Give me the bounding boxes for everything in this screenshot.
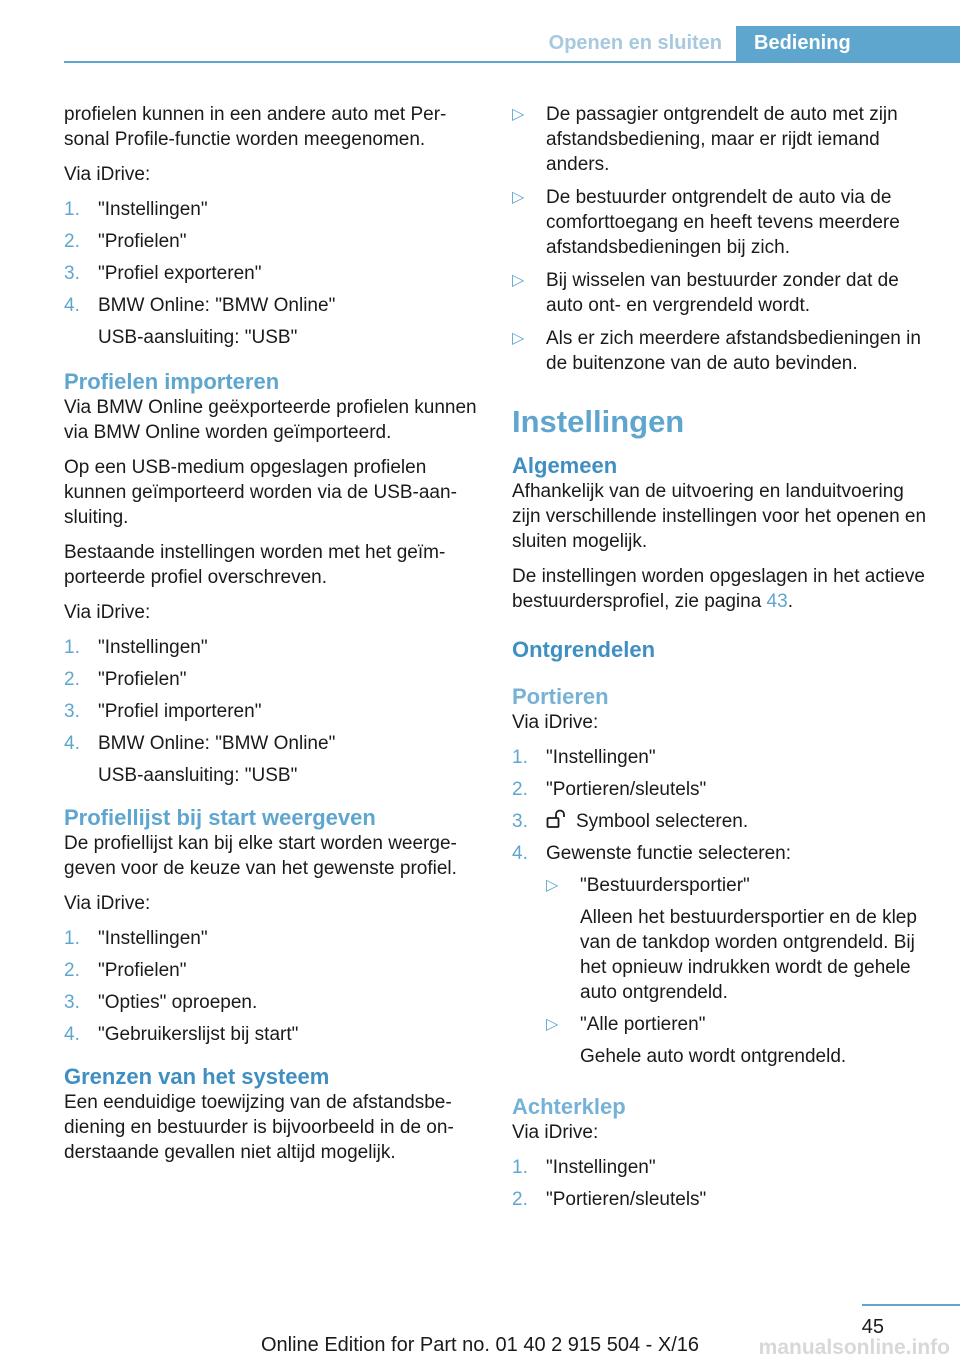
step-text: "Profielen" [98, 669, 187, 690]
footer-rule [862, 1304, 960, 1306]
step-text: Symbool selecteren. [576, 811, 749, 832]
option-detail: Alleen het bestuurdersportier en de klep van de tankdop worden ontgrendeld. Bij het opnieuw indrukken wordt de gehele auto ontgrendeld. [580, 907, 917, 1003]
triangle-bullet-icon: ▷ [546, 1016, 559, 1033]
list-item [546, 873, 927, 1005]
right-column [512, 102, 927, 1222]
step-text: BMW Online: "BMW Online" [98, 295, 336, 316]
heading-algemeen: Algemeen [512, 453, 618, 478]
step-number: 3. [64, 263, 80, 284]
page-header [0, 0, 960, 62]
heading-achterklep: Achterklep [512, 1094, 626, 1119]
import-steps-list [64, 635, 482, 788]
step-number: 2. [512, 779, 528, 800]
edition-footer: Online Edition for Part no. 01 40 2 915 504 - X/16 [260, 1334, 700, 1356]
list-item [512, 326, 927, 376]
achterklep-steps-list [512, 1155, 927, 1212]
triangle-bullet-icon: ▷ [512, 330, 525, 347]
step-number: 1. [512, 1157, 528, 1178]
step-number: 1. [64, 637, 80, 658]
list-item [512, 809, 927, 834]
bullet-text: De passagier ontgrendelt de auto met zijn afstandsbediening, maar er rijdt iemand anders. [546, 104, 898, 175]
list-item [512, 745, 927, 770]
step-text: Gewenste functie selecteren: [546, 843, 792, 864]
left-column [64, 102, 482, 1175]
limitations-list [512, 102, 927, 376]
triangle-bullet-icon: ▷ [512, 272, 525, 289]
list-item [64, 926, 482, 951]
algemeen-paragraph-1: Afhankelijk van de uitvoering en landuitvoering zijn verschillende instellingen voor het openen en sluiten mogelijk. [512, 481, 927, 552]
intro-paragraph: profielen kunnen in een andere auto met Personal Profile-functie worden meegenomen. [64, 104, 447, 150]
step-number: 4. [64, 295, 80, 316]
step-text: "Instellingen" [546, 1157, 656, 1178]
triangle-bullet-icon: ▷ [512, 106, 525, 123]
step-number: 2. [64, 960, 80, 981]
step-number: 3. [64, 701, 80, 722]
heading-profielen-importeren: Profielen importeren [64, 369, 280, 394]
step-number: 2. [64, 231, 80, 252]
step-text: "Instellingen" [546, 747, 656, 768]
step-number: 2. [512, 1189, 528, 1210]
list-item [64, 197, 482, 222]
list-item [512, 1187, 927, 1212]
step-text: "Portieren/sleutels" [546, 1189, 707, 1210]
list-item [64, 731, 482, 788]
list-item [512, 777, 927, 802]
import-paragraph-2: Op een USB-medium opgeslagen profielen kunnen geïmporteerd worden via de USB-aansluiting. [64, 457, 457, 528]
heading-portieren: Portieren [512, 684, 609, 709]
list-item [512, 102, 927, 177]
step-text: "Profielen" [98, 960, 187, 981]
page-number: 45 [861, 1316, 884, 1338]
list-item [64, 635, 482, 660]
via-idrive-label: Via iDrive: [512, 1122, 599, 1143]
bullet-text: De bestuurder ontgrendelt de auto via de comforttoegang en heeft tevens meerdere afstandsbedieningen bij zich. [546, 187, 900, 258]
step-number: 4. [512, 843, 528, 864]
via-idrive-label: Via iDrive: [64, 602, 151, 623]
step-number: 1. [512, 747, 528, 768]
via-idrive-label: Via iDrive: [64, 893, 151, 914]
step-number: 2. [64, 669, 80, 690]
algemeen-paragraph-2: De instellingen worden opgeslagen in het actieve bestuurdersprofiel, zie pagina 43. [512, 566, 925, 612]
header-rule [64, 61, 960, 63]
option-title: "Alle portieren" [580, 1014, 706, 1035]
step-text: "Gebruikerslijst bij start" [98, 1024, 299, 1045]
list-item [546, 1012, 927, 1069]
import-paragraph-3: Bestaande instellingen worden met het geïmporteerde profiel overschreven. [64, 542, 446, 588]
list-item [64, 293, 482, 350]
list-item [512, 1155, 927, 1180]
list-item [64, 990, 482, 1015]
heading-ontgrendelen: Ontgrendelen [512, 637, 656, 662]
profiellijst-steps-list [64, 926, 482, 1047]
import-paragraph-1: Via BMW Online geëxporteerde profielen kunnen via BMW Online worden geïmporteerd. [64, 397, 477, 443]
list-item [512, 185, 927, 260]
step-subtext: USB-aansluiting: "USB" [98, 327, 298, 348]
step-text: "Profiel exporteren" [98, 263, 262, 284]
step-number: 1. [64, 928, 80, 949]
step-text: "Instellingen" [98, 637, 208, 658]
function-options-list [546, 873, 927, 1069]
page-reference-link[interactable]: 43 [766, 591, 788, 612]
step-number: 3. [64, 992, 80, 1013]
portieren-steps-list [512, 745, 927, 1069]
section-tab: Openen en sluiten [548, 32, 722, 54]
triangle-bullet-icon: ▷ [512, 189, 525, 206]
step-text: "Opties" oproepen. [98, 992, 258, 1013]
heading-profiellijst: Profiellijst bij start weergeven [64, 805, 376, 830]
profiellijst-paragraph: De profiellijst kan bij elke start worden weergegeven voor de keuze van het gewenste profiel. [64, 833, 457, 879]
list-item [512, 841, 927, 1069]
export-steps-list [64, 197, 482, 350]
step-number: 4. [64, 1024, 80, 1045]
chapter-tab: Bediening [736, 26, 960, 62]
grenzen-paragraph: Een eenduidige toewijzing van de afstandsbediening en bestuurder is bijvoorbeeld in de onderstaande gevallen niet altijd mogelijk. [64, 1092, 454, 1163]
step-number: 1. [64, 199, 80, 220]
via-idrive-label: Via iDrive: [512, 712, 599, 733]
step-text: "Portieren/sleutels" [546, 779, 707, 800]
list-item [64, 667, 482, 692]
list-item [64, 1022, 482, 1047]
step-number: 4. [64, 733, 80, 754]
step-text: "Profielen" [98, 231, 187, 252]
step-number: 3. [512, 811, 528, 832]
list-item [64, 699, 482, 724]
option-detail: Gehele auto wordt ontgrendeld. [580, 1046, 847, 1067]
bullet-text: Bij wisselen van bestuurder zonder dat de auto ont- en vergrendeld wordt. [546, 270, 899, 316]
step-subtext: USB-aansluiting: "USB" [98, 765, 298, 786]
watermark: manualsonline.info [758, 1336, 950, 1359]
heading-instellingen: Instellingen [512, 404, 685, 439]
via-idrive-label: Via iDrive: [64, 164, 151, 185]
step-text: "Instellingen" [98, 928, 208, 949]
option-title: "Bestuurdersportier" [580, 875, 750, 896]
list-item [64, 229, 482, 254]
step-text: "Profiel importeren" [98, 701, 262, 722]
heading-grenzen: Grenzen van het systeem [64, 1064, 330, 1089]
step-text: "Instellingen" [98, 199, 208, 220]
unlock-icon [546, 809, 568, 829]
list-item [512, 268, 927, 318]
triangle-bullet-icon: ▷ [546, 877, 559, 894]
list-item [64, 261, 482, 286]
list-item [64, 958, 482, 983]
bullet-text: Als er zich meerdere afstandsbedieningen in de buitenzone van de auto bevinden. [546, 328, 921, 374]
step-text: BMW Online: "BMW Online" [98, 733, 336, 754]
